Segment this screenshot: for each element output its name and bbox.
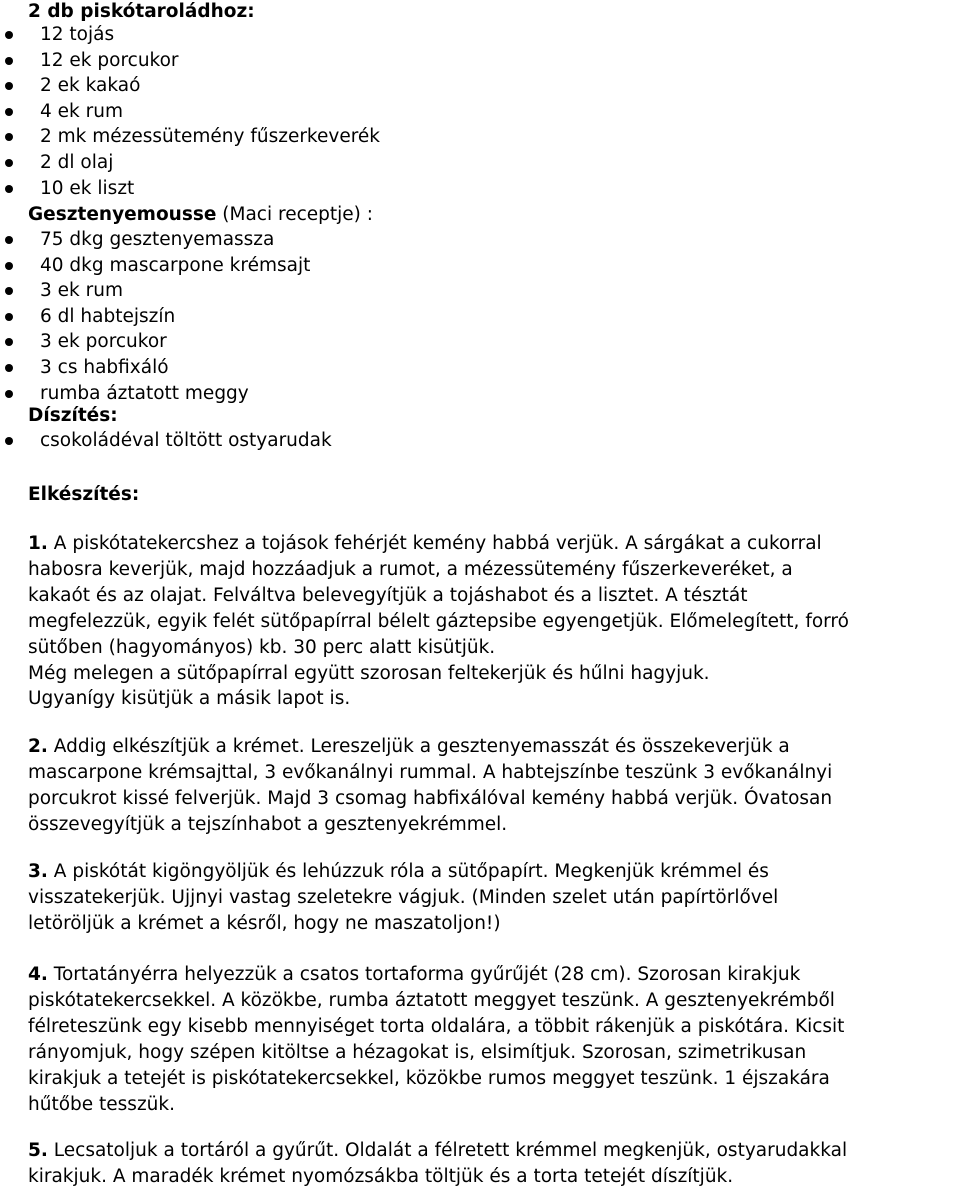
list-item: csokoládéval töltött ostyarudak xyxy=(0,428,332,454)
method-step-1 xyxy=(28,531,943,712)
step-line: porcukrot kissé felverjük. Majd 3 csomag habfixálóval kemény habbá verjük. Óvatosan xyxy=(28,787,833,809)
step-number: 2. xyxy=(28,736,48,757)
step-line: mascarpone krémsajttal, 3 evőkanálnyi rummal. A habtejszínbe teszünk 3 evőkanálnyi xyxy=(28,761,833,783)
step-line: Még melegen a sütőpapírral együtt szorosan feltekerjük és hűlni hagyjuk. xyxy=(28,662,710,684)
section-heading-mousse xyxy=(28,202,373,228)
list-item: 12 ek porcukor xyxy=(0,48,380,74)
step-line: kirakjuk a tetejét is piskótatekercsekkel, közökbe rumos meggyet teszünk. 1 éjszakára xyxy=(28,1067,830,1089)
method-step-4 xyxy=(28,962,943,1117)
step-line: kirakjuk. A maradék krémet nyomózsákba töltjük és a torta tetejét díszítjük. xyxy=(28,1165,734,1187)
step-number: 1. xyxy=(28,533,48,554)
step-line: piskótatekercsekkel. A közökbe, rumba áztatott meggyet teszünk. A gesztenyekrémből xyxy=(28,989,835,1011)
method-step-2 xyxy=(28,734,943,838)
ingredient-list-mousse xyxy=(0,227,310,406)
step-line: Ugyanígy kisütjük a másik lapot is. xyxy=(28,688,351,710)
step-line: letöröljük a krémet a késről, hogy ne maszatoljon!) xyxy=(28,912,501,934)
list-item: 3 ek porcukor xyxy=(0,329,310,355)
step-number: 3. xyxy=(28,861,48,882)
list-item: 2 ek kakaó xyxy=(0,73,380,99)
step-line: habosra keverjük, majd hozzáadjuk a rumot, a mézessütemény fűszerkeveréket, a xyxy=(28,558,793,580)
list-item: 2 mk mézessütemény fűszerkeverék xyxy=(0,124,380,150)
step-line: megfelezzük, egyik felét sütőpapírral bélelt gáztepsibe egyengetjük. Előmelegített, forró xyxy=(28,610,849,632)
section-heading-decoration: Díszítés: xyxy=(28,405,118,426)
method-step-5 xyxy=(28,1138,943,1190)
step-line: hűtőbe tesszük. xyxy=(28,1093,175,1115)
step-line: rányomjuk, hogy szépen kitöltse a hézagokat is, elsimítjuk. Szorosan, szimetrikusan xyxy=(28,1041,807,1063)
list-item: 10 ek liszt xyxy=(0,176,380,202)
list-item: 75 dkg gesztenyemassza xyxy=(0,227,310,253)
section-heading-sponge: 2 db piskótaroládhoz: xyxy=(28,1,255,22)
step-line: Tortatányérra helyezzük a csatos tortaforma gyűrűjét (28 cm). Szorosan kirakjuk xyxy=(53,964,801,985)
method-step-3 xyxy=(28,859,943,937)
list-item: 3 cs habfixáló xyxy=(0,355,310,381)
list-item: 4 ek rum xyxy=(0,99,380,125)
list-item: 6 dl habtejszín xyxy=(0,304,310,330)
list-item: rumba áztatott meggy xyxy=(0,381,310,407)
ingredient-list-decoration xyxy=(0,428,332,454)
section-heading-mousse-bold: Gesztenyemousse xyxy=(28,204,217,225)
list-item: 2 dl olaj xyxy=(0,150,380,176)
ingredient-list-sponge xyxy=(0,22,380,201)
step-number: 4. xyxy=(28,964,48,985)
step-number: 5. xyxy=(28,1140,48,1161)
method-heading: Elkészítés: xyxy=(28,484,140,505)
section-heading-mousse-rest: (Maci receptje) : xyxy=(216,204,373,225)
step-line: kakaót és az olajat. Felváltva belevegyítjük a tojáshabot és a lisztet. A tésztát xyxy=(28,584,748,606)
list-item: 12 tojás xyxy=(0,22,380,48)
list-item: 40 dkg mascarpone krémsajt xyxy=(0,253,310,279)
step-line: Lecsatoljuk a tortáról a gyűrűt. Oldalát a félretett krémmel megkenjük, ostyarudakkal xyxy=(53,1140,848,1161)
step-line: összevegyítjük a tejszínhabot a gesztenyekrémmel. xyxy=(28,813,508,835)
step-line: sütőben (hagyományos) kb. 30 perc alatt kisütjük. xyxy=(28,636,496,658)
step-line: félreteszünk egy kisebb mennyiséget torta oldalára, a többit rákenjük a piskótára. Kicsit xyxy=(28,1015,845,1037)
step-line: A piskótatekercshez a tojások fehérjét kemény habbá verjük. A sárgákat a cukorral xyxy=(53,533,822,554)
step-line: A piskótát kigöngyöljük és lehúzzuk róla a sütőpapírt. Megkenjük krémmel és xyxy=(53,861,769,882)
step-line: visszatekerjük. Ujjnyi vastag szeletekre vágjuk. (Minden szelet után papírtörlővel xyxy=(28,886,779,908)
list-item: 3 ek rum xyxy=(0,278,310,304)
step-line: Addig elkészítjük a krémet. Lereszeljük a gesztenyemasszát és összekeverjük a xyxy=(53,736,790,757)
